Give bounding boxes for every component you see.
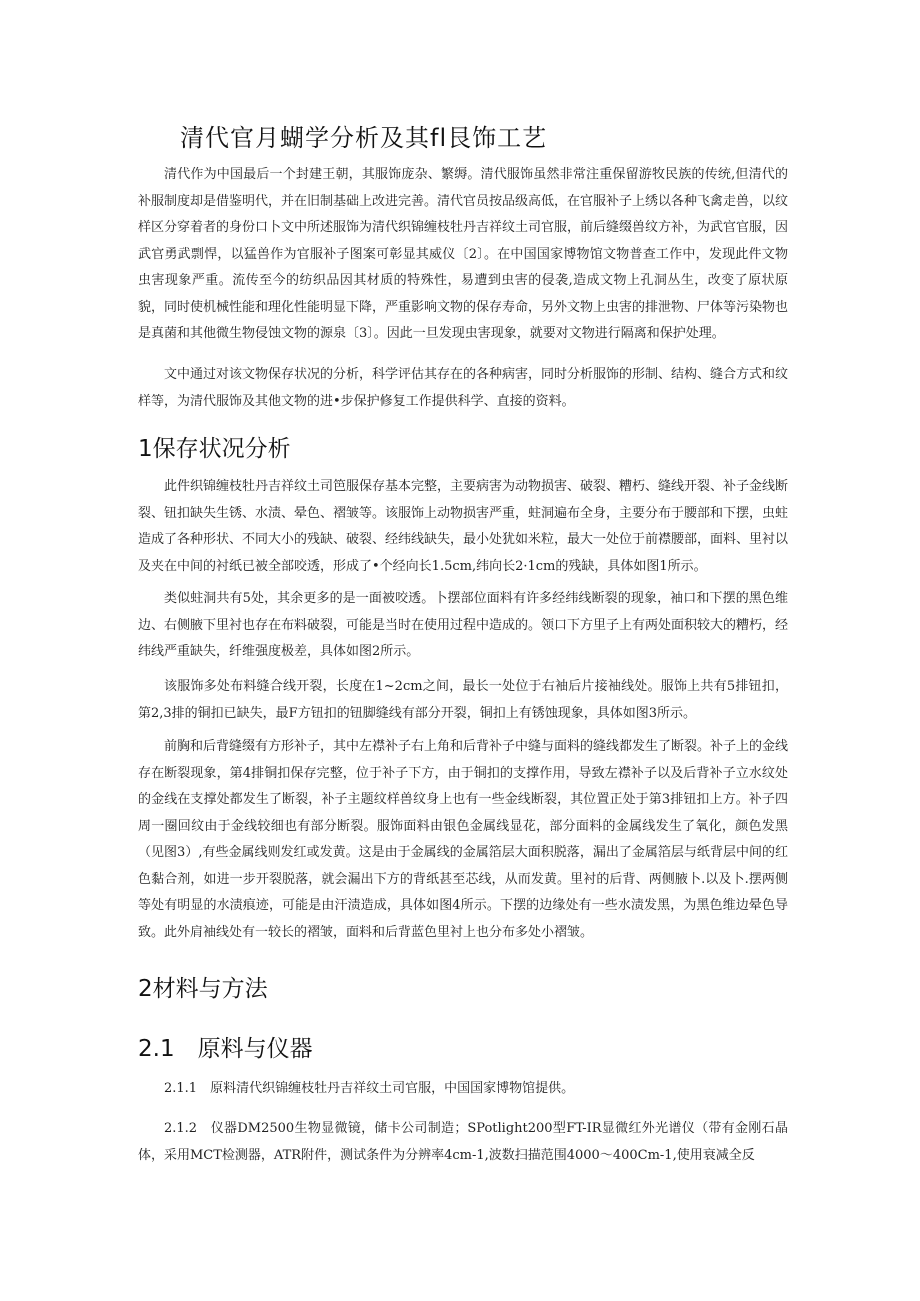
item-2-1-2: 2.1.2 仪器DM2500生物显微镜，储卡公司制造；SPotlight200型FT-IR显微红外光谱仪（带有金刚石晶体，采用MCT检测器，ATR附件，测试条件为分辨率4cm-1,波数扫描范围4000～400Cm-1,使用衰减全反 [138, 1121, 788, 1163]
section-1-paragraph-3: 该服饰多处布料缝合线开裂，长度在1~2cm之间，最长一处位于右袖后片接袖线处。服饰上共有5排钮扣，第2,3排的铜扣已缺失，最F方钮扣的钮脚缝线有部分开裂，铜扣上有锈蚀现象，具体如图3所示。 [138, 679, 788, 721]
document-title: 清代官月蝴学分析及其fl艮饰工艺 [180, 124, 548, 152]
item-2-1-1: 2.1.1 原料清代织锦缠枝牡丹吉祥纹土司官服，中国国家博物馆提供。 [164, 1081, 575, 1096]
intro-paragraph-2: 文中通过对该文物保存状况的分析，科学评估其存在的各种病害，同时分析服饰的形制、结构、缝合方式和纹样等，为清代服饰及其他文物的进•步保护修复工作提供科学、直接的资料。 [138, 367, 789, 409]
section-1-heading: 1保存状况分析 [138, 436, 291, 462]
section-2-1-heading: 2.1 原料与仪器 [138, 1036, 313, 1062]
intro-paragraph-1: 清代作为中国最后一个封建王朝，其服饰庞杂、繁缛。清代服饰虽然非常注重保留游牧民族的传统,但清代的补服制度却是借鉴明代，并在旧制基础上改进完善。清代官员按品级高低，在官服补子上绣以各种飞禽走兽，以纹样区分穿着者的身份口卜文中所述服饰为清代织锦缠枝牡丹吉祥纹土司官服，前后缝缀兽纹方补，为武官官服，因武官勇武剽悍，以猛兽作为官服补子图案可彰显其威仪〔2〕。在中国国家博物馆文物普查工作中，发现此件文物虫害现象严重。流传至今的纺织品因其材质的特殊性，易遭到虫害的侵袭,造成文物上孔洞丛生，改变了原状原貌，同时使机械性能和理化性能明显下降，严重影响文物的保存寿命，另外文物上虫害的排泄物、尸体等污染物也是真菌和其他微生物侵蚀文物的源泉〔3〕。因此一旦发现虫害现象，就要对文物进行隔离和保护处理。 [138, 167, 789, 341]
section-1-paragraph-2: 类似蛀洞共有5处，其余更多的是一面被咬透。卜摆部位面料有许多经纬线断裂的现象，袖口和下摆的黑色维边、右侧腋下里衬也存在布料破裂，可能是当时在使用过程中造成的。领口下方里子上有两处面积较大的糟朽，经纬线严重缺失，纤维强度极差，具体如图2所示。 [138, 591, 789, 659]
section-1-paragraph-1: 此件织锦缠枝牡丹吉祥纹土司笆服保存基本完整，主要病害为动物损害、破裂、糟朽、缝线开裂、补子金线断裂、钮扣缺失生锈、水渍、晕色、褶皱等。该服饰上动物损害严重，蛀洞遍布全身，主要分布于腰部和下摆，虫蛀造成了各种形状、不同大小的残缺、破裂、经纬线缺失，最小处犹如米粒，最大一处位于前襟腰部，面料、里衬以及夹在中间的衬纸已被全部咬透，形成了•个经向长1.5cm,纬向长2·1cm的残缺，具体如图1所示。 [138, 479, 789, 574]
section-1-paragraph-4: 前胸和后背缝缀有方形补子，其中左襟补子右上角和后背补子中缝与面料的缝线都发生了断裂。补子上的金线存在断裂现象，第4排铜扣保存完整，位于补子下方，由于铜扣的支撑作用，导致左襟补子以及后背补子立水纹处的金线在支撑处都发生了断裂，补子主题纹样兽纹身上也有一些金线断裂，其位置正处于第3排钮扣上方。补子四周一圈回纹由于金线较细也有部分断裂。服饰面料由银色金属线显花，部分面料的金属线发生了氧化，颜色发黑（见图3）,有些金属线则发红或发黄。这是由于金属线的金属箔层大面积脱落，漏出了金属箔层与纸背层中间的红色黏合剂，如进一步开裂脱落，就会漏出下方的背纸甚至芯线，从而发黄。里衬的后背、两侧腋卜.以及卜.摆两侧等处有明显的水渍痕迹，可能是由汗渍造成，具体如图4所示。下摆的边缘处有一些水渍发黑，为黑色维边晕色导致。此外肩袖线处有一较长的褶皱，面料和后背蓝色里衬上也分布多处小褶皱。 [138, 739, 789, 940]
section-2-heading: 2材料与方法 [138, 976, 268, 1002]
